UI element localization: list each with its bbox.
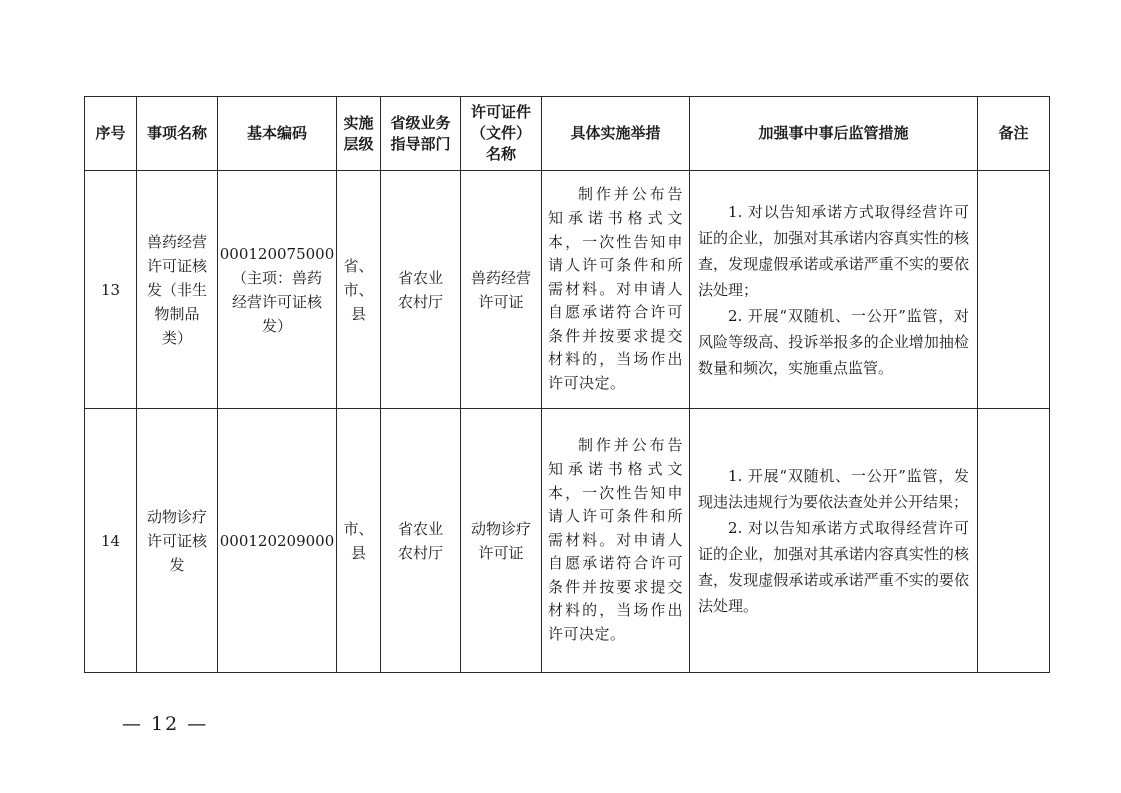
supervision-item: 2. 开展“双随机、一公开”监管，对风险等级高、投诉举报多的企业增加抽检数量和频次，实施重点监管。: [698, 306, 969, 377]
code-line: （主项：兽药: [231, 268, 322, 287]
table-row: [85, 171, 1050, 409]
cell-license: [461, 171, 542, 409]
header-item-name: 事项名称: [137, 97, 218, 171]
item-name-line: 动物诊疗: [146, 507, 207, 526]
header-seq: 序号: [85, 97, 137, 171]
dept-line: 省农业: [397, 268, 443, 287]
item-name-line: 类）: [161, 328, 192, 347]
item-name-line: 许可证核: [146, 256, 207, 275]
item-name-line: 兽药经营: [146, 232, 207, 251]
header-license: [461, 97, 542, 171]
supervision-item: 1. 对以告知承诺方式取得经营许可证的企业，加强对其承诺内容真实性的核查，发现虚假承诺或承诺严重不实的要依法处理；: [698, 202, 969, 299]
item-name-line: 发: [169, 555, 185, 574]
dept-line: 农村厅: [397, 292, 443, 311]
cell-remarks: [978, 409, 1050, 673]
header-row: [85, 97, 1050, 171]
cell-measures: 制作并公布告知承诺书格式文本，一次性告知申请人许可条件和所需材料。对申请人自愿承诺符合许可条件并按要求提交材料的，当场作出许可决定。: [542, 171, 690, 409]
cell-item-name: [137, 171, 218, 409]
header-license-line3: 名称: [485, 145, 516, 163]
license-line: 许可证: [478, 543, 524, 562]
item-name-line: 发（非生: [146, 280, 207, 299]
cell-supervision: [690, 409, 978, 673]
header-measures: 具体实施举措: [542, 97, 690, 171]
item-name-line: 许可证核: [146, 531, 207, 550]
license-line: 动物诊疗: [470, 519, 531, 538]
page-number: — 12 —: [122, 713, 209, 735]
header-level-line1: 实施: [343, 113, 374, 132]
cell-seq: 14: [85, 409, 137, 673]
header-dept: [381, 97, 461, 171]
header-dept-line1: 省级业务: [390, 113, 451, 132]
header-level-line2: 层级: [343, 134, 374, 153]
cell-level: [337, 171, 381, 409]
license-line: 许可证: [478, 292, 524, 311]
cell-remarks: [978, 171, 1050, 409]
cell-measures: 制作并公布告知承诺书格式文本，一次性告知申请人许可条件和所需材料。对申请人自愿承诺符合许可条件并按要求提交材料的，当场作出许可决定。: [542, 409, 690, 673]
table-row: [85, 409, 1050, 673]
dept-line: 省农业: [397, 519, 443, 538]
level-line: 省、: [343, 256, 374, 275]
code-line: 发）: [261, 316, 292, 335]
dept-line: 农村厅: [397, 543, 443, 562]
cell-seq: 13: [85, 171, 137, 409]
cell-basic-code: 000120209000: [218, 409, 337, 673]
header-license-line1: 许可证件: [470, 103, 531, 121]
cell-license: [461, 409, 542, 673]
cell-dept: [381, 409, 461, 673]
header-level: [337, 97, 381, 171]
code-line: 000120075000: [219, 244, 335, 263]
header-dept-line2: 指导部门: [390, 134, 451, 153]
header-basic-code: 基本编码: [218, 97, 337, 171]
header-license-line2: （文件）: [470, 124, 531, 142]
supervision-item: 2. 对以告知承诺方式取得经营许可证的企业，加强对其承诺内容真实性的核查，发现虚假承诺或承诺严重不实的要依法处理。: [698, 518, 969, 615]
supervision-item: 1. 开展“双随机、一公开”监管，发现违法违规行为要依法查处并公开结果；: [698, 466, 969, 511]
level-line: 市、: [343, 519, 374, 538]
header-remarks: 备注: [978, 97, 1050, 171]
item-name-line: 物制品: [154, 304, 200, 323]
header-supervision: 加强事中事后监管措施: [690, 97, 978, 171]
permit-reform-table: [84, 96, 1050, 673]
cell-level: [337, 409, 381, 673]
cell-basic-code: [218, 171, 337, 409]
level-line: 县: [350, 543, 366, 562]
cell-item-name: [137, 409, 218, 673]
cell-dept: [381, 171, 461, 409]
level-line: 市、: [343, 280, 374, 299]
cell-supervision: [690, 171, 978, 409]
level-line: 县: [350, 304, 366, 323]
license-line: 兽药经营: [470, 268, 531, 287]
code-line: 经营许可证核: [231, 292, 322, 311]
